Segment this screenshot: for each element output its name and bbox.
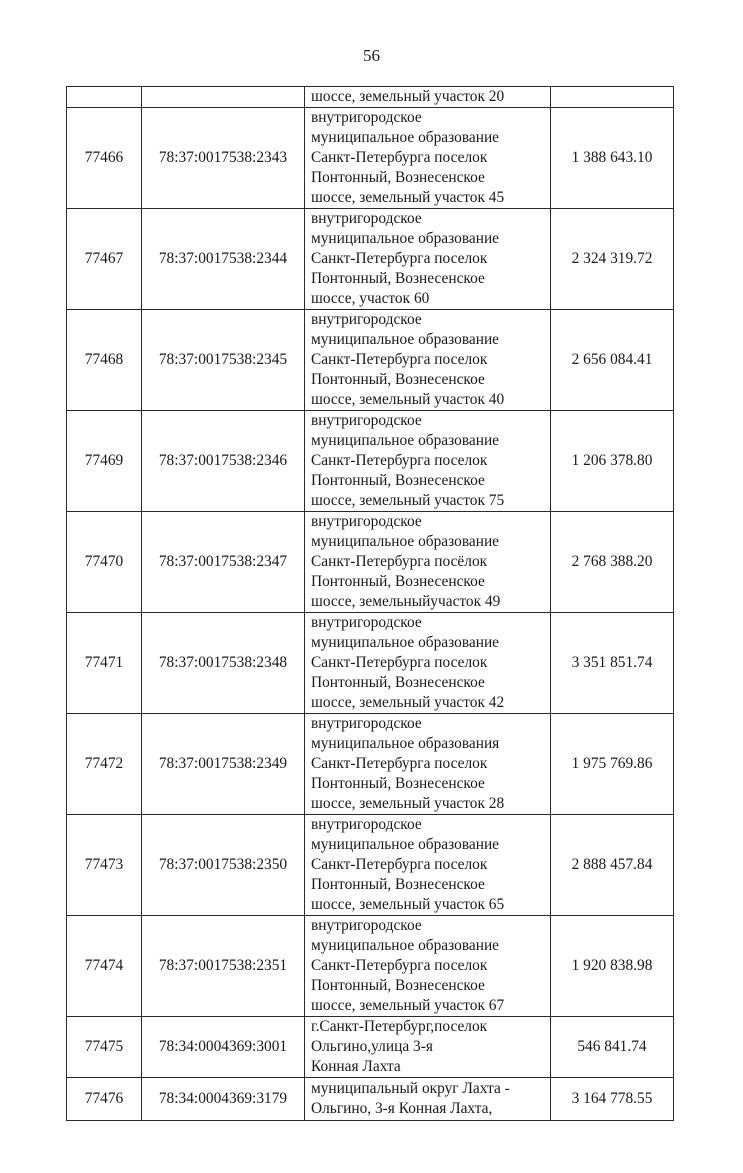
cadastral-number-cell: 78:37:0017538:2345	[142, 310, 305, 411]
row-number-cell: 77474	[67, 916, 142, 1017]
row-number-cell: 77470	[67, 512, 142, 613]
table-row	[67, 815, 674, 916]
address-cell: муниципальный округ Лахта - Ольгино, 3-я Конная Лахта,	[305, 1078, 551, 1121]
address-cell: внутригородское муниципальное образование Санкт-Петербурга поселок Понтонный, Вознесенское шоссе, земельный участок 45	[305, 108, 551, 209]
table-row	[67, 108, 674, 209]
cadastral-number-cell	[142, 87, 305, 108]
address-cell: внутригородское муниципальное образования Санкт-Петербурга поселок Понтонный, Вознесенское шоссе, земельный участок 28	[305, 714, 551, 815]
cadastral-number-cell: 78:37:0017538:2346	[142, 411, 305, 512]
value-cell: 546 841.74	[551, 1017, 674, 1078]
table-row	[67, 613, 674, 714]
row-number-cell: 77476	[67, 1078, 142, 1121]
row-number-cell: 77471	[67, 613, 142, 714]
value-cell: 1 920 838.98	[551, 916, 674, 1017]
cadastral-number-cell: 78:37:0017538:2347	[142, 512, 305, 613]
table-row	[67, 1017, 674, 1078]
cadastral-number-cell: 78:37:0017538:2351	[142, 916, 305, 1017]
address-cell: внутригородское муниципальное образование Санкт-Петербурга поселок Понтонный, Вознесенское шоссе, земельный участок 40	[305, 310, 551, 411]
cadastral-number-cell: 78:37:0017538:2348	[142, 613, 305, 714]
row-number-cell: 77466	[67, 108, 142, 209]
table-row	[67, 87, 674, 108]
table-row	[67, 411, 674, 512]
row-number-cell: 77467	[67, 209, 142, 310]
value-cell: 3 351 851.74	[551, 613, 674, 714]
value-cell: 2 888 457.84	[551, 815, 674, 916]
value-cell: 2 656 084.41	[551, 310, 674, 411]
address-cell: внутригородское муниципальное образование Санкт-Петербурга поселок Понтонный, Вознесенское шоссе, земельный участок 67	[305, 916, 551, 1017]
cadastral-number-cell: 78:37:0017538:2349	[142, 714, 305, 815]
table-row	[67, 1078, 674, 1121]
address-cell: шоссе, земельный участок 20	[305, 87, 551, 108]
cadastral-number-cell: 78:37:0017538:2344	[142, 209, 305, 310]
table-row	[67, 714, 674, 815]
table-row	[67, 310, 674, 411]
address-cell: внутригородское муниципальное образование Санкт-Петербурга поселок Понтонный, Вознесенское шоссе, земельный участок 42	[305, 613, 551, 714]
cadastral-number-cell: 78:34:0004369:3001	[142, 1017, 305, 1078]
value-cell: 1 388 643.10	[551, 108, 674, 209]
cadastral-number-cell: 78:37:0017538:2350	[142, 815, 305, 916]
row-number-cell	[67, 87, 142, 108]
registry-table	[66, 86, 674, 1121]
row-number-cell: 77475	[67, 1017, 142, 1078]
value-cell: 1 975 769.86	[551, 714, 674, 815]
row-number-cell: 77469	[67, 411, 142, 512]
cadastral-number-cell: 78:34:0004369:3179	[142, 1078, 305, 1121]
row-number-cell: 77473	[67, 815, 142, 916]
cadastral-number-cell: 78:37:0017538:2343	[142, 108, 305, 209]
value-cell: 3 164 778.55	[551, 1078, 674, 1121]
value-cell	[551, 87, 674, 108]
row-number-cell: 77472	[67, 714, 142, 815]
address-cell: внутригородское муниципальное образование Санкт-Петербурга посёлок Понтонный, Вознесенское шоссе, земельныйучасток 49	[305, 512, 551, 613]
row-number-cell: 77468	[67, 310, 142, 411]
value-cell: 2 324 319.72	[551, 209, 674, 310]
address-cell: внутригородское муниципальное образование Санкт-Петербурга поселок Понтонный, Вознесенское шоссе, участок 60	[305, 209, 551, 310]
table-row	[67, 916, 674, 1017]
value-cell: 1 206 378.80	[551, 411, 674, 512]
value-cell: 2 768 388.20	[551, 512, 674, 613]
table-row	[67, 209, 674, 310]
address-cell: внутригородское муниципальное образование Санкт-Петербурга поселок Понтонный, Вознесенское шоссе, земельный участок 65	[305, 815, 551, 916]
page-number: 56	[363, 46, 380, 65]
table-row	[67, 512, 674, 613]
address-cell: г.Санкт-Петербург,поселок Ольгино,улица 3-я Конная Лахта	[305, 1017, 551, 1078]
address-cell: внутригородское муниципальное образование Санкт-Петербурга поселок Понтонный, Вознесенское шоссе, земельный участок 75	[305, 411, 551, 512]
